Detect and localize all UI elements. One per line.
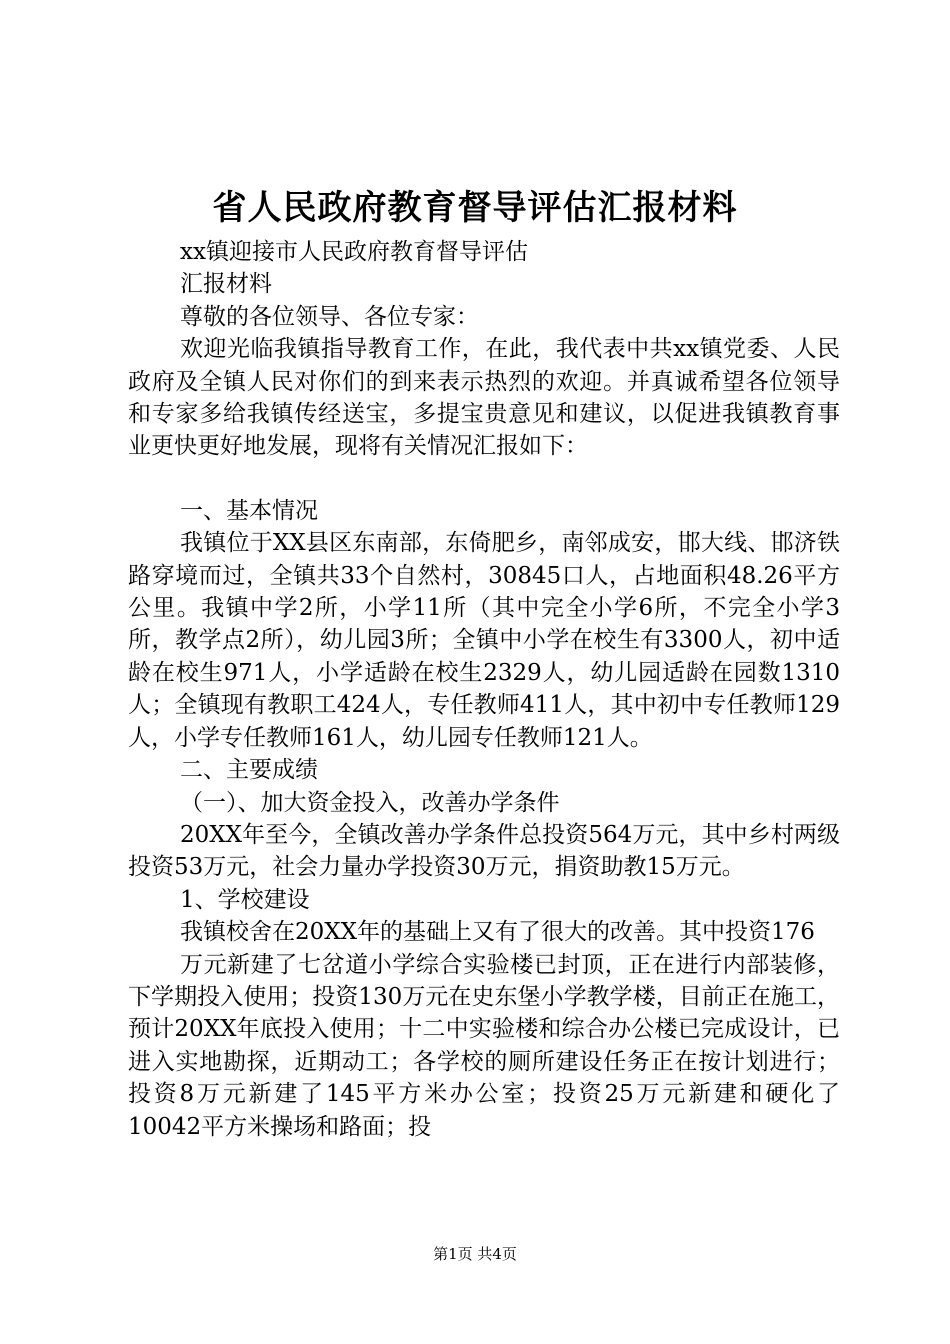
subtitle-line-1: xx镇迎接市人民政府教育督导评估 — [180, 239, 528, 265]
paragraph-gap — [128, 463, 840, 495]
section-heading-achievements: 二、主要成绩 — [180, 757, 318, 784]
document-title: 省人民政府教育督导评估汇报材料 — [212, 188, 738, 228]
page-footer: 第1页 共4页 — [433, 1245, 517, 1263]
welcome-paragraph: 欢迎光临我镇指导教育工作，在此，我代表中共xx镇党委、人民政府及全镇人民对你们的到来表示热烈的欢迎。并真诚希望各位领导和专家多给我镇传经送宝，多提宝贵意见和建议，以促进我镇教育事业更快更好地发展，现将有关情况汇报如下： — [128, 336, 840, 460]
item-heading-school-construction: 1、学校建设 — [180, 886, 310, 913]
funding-paragraph: 20XX年至今，全镇改善办学条件总投资564万元，其中乡村两级投资53万元，社会力量办学投资30万元，捐资助教15万元。 — [128, 821, 840, 881]
construction-paragraph-2: 万元新建了七岔道小学综合实验楼已封顶，正在进行内部装修，下学期投入使用；投资130万元在史东堡小学教学楼，目前正在施工，预计20XX年底投入使用；十二中实验楼和综合办公楼已完成设计，已进入实地勘探，近期动工；各学校的厕所建设任务正在按计划进行；投资8万元新建了145平方米办公室；投资25万元新建和硬化了10042平方米操场和路面；投 — [128, 951, 840, 1140]
document-body — [128, 236, 840, 1143]
salutation: 尊敬的各位领导、各位专家： — [180, 303, 479, 330]
subtitle-line-2: 汇报材料 — [180, 271, 272, 298]
construction-paragraph-1: 我镇校舍在20XX年的基础上又有了很大的改善。其中投资176 — [180, 919, 815, 946]
basic-info-paragraph: 我镇位于XX县区东南部，东倚肥乡，南邻成安，邯大线、邯济铁路穿境而过，全镇共33个自然村，30845口人，占地面积48.26平方公里。我镇中学2所，小学11所（其中完全小学6所，不完全小学3所，教学点2所），幼儿园3所；全镇中小学在校生有3300人，初中适龄在校生971人，小学适龄在校生2329人，幼儿园适龄在园数1310人；全镇现有教职工424人，专任教师411人，其中初中专任教师129人，小学专任教师161人，幼儿园专任教师121人。 — [128, 530, 840, 751]
subsection-heading-funding: （一）、加大资金投入，改善办学条件 — [180, 789, 560, 816]
section-heading-basic: 一、基本情况 — [180, 497, 318, 524]
